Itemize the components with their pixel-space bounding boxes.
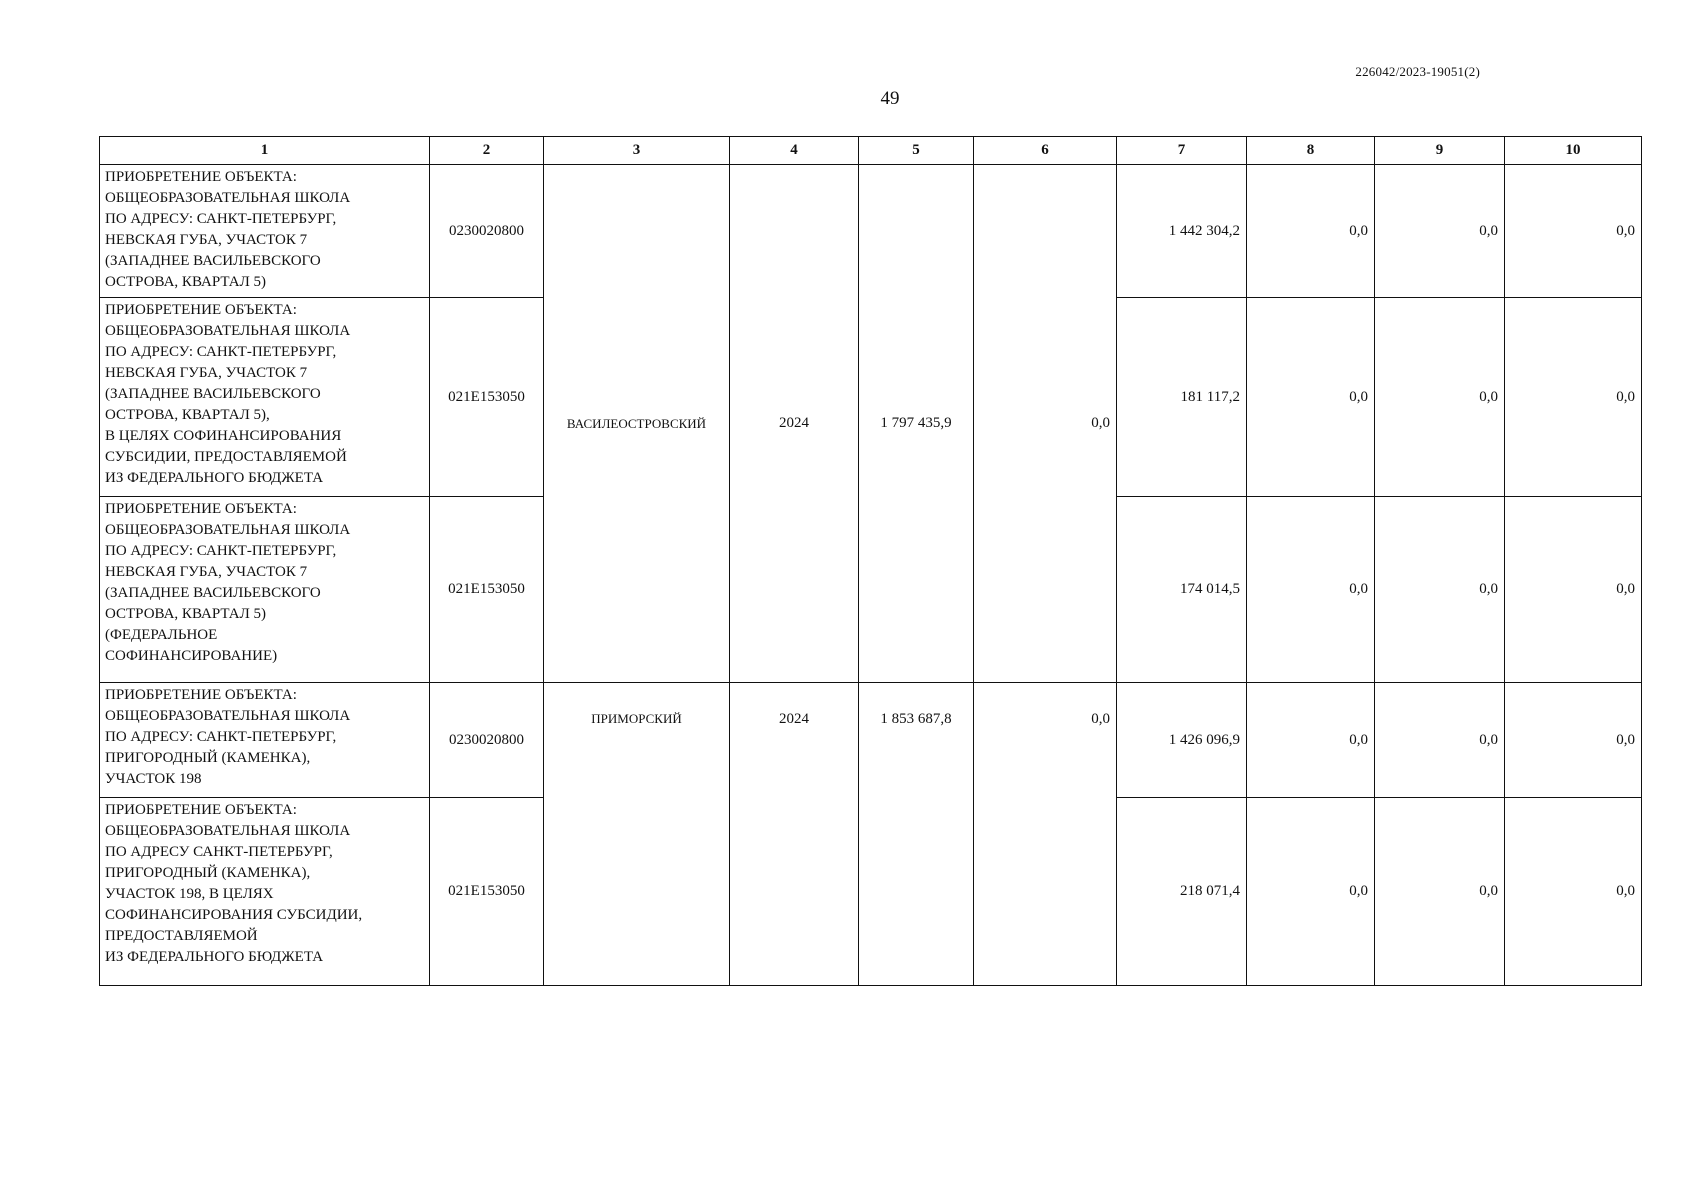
budget-table bbox=[99, 136, 1642, 986]
object-description: ПРИОБРЕТЕНИЕ ОБЪЕКТА: ОБЩЕОБРАЗОВАТЕЛЬНАЯ ШКОЛА ПО АДРЕСУ: САНКТ-ПЕТЕРБУРГ, НЕВСКАЯ ГУБА, УЧАСТОК 7 (ЗАПАДНЕЕ ВАСИЛЬЕВСКОГО ОСТРОВА, КВАРТАЛ 5), В ЦЕЛЯХ СОФИНАНСИРОВАНИЯ СУБСИДИИ, ПРЕДОСТАВЛЯЕМОЙ ИЗ ФЕДЕРАЛЬНОГО БЮДЖЕТА bbox=[100, 298, 430, 497]
page-number: 49 bbox=[880, 88, 900, 109]
budget-code: 021E153050 bbox=[430, 497, 544, 683]
object-description: ПРИОБРЕТЕНИЕ ОБЪЕКТА: ОБЩЕОБРАЗОВАТЕЛЬНАЯ ШКОЛА ПО АДРЕСУ: САНКТ-ПЕТЕРБУРГ, НЕВСКАЯ ГУБА, УЧАСТОК 7 (ЗАПАДНЕЕ ВАСИЛЬЕВСКОГО ОСТРОВА, КВАРТАЛ 5) bbox=[100, 165, 430, 298]
col7-value: 174 014,5 bbox=[1117, 497, 1247, 683]
district-name: ВАСИЛЕОСТРОВСКИЙ bbox=[544, 165, 730, 683]
col6-value: 0,0 bbox=[974, 683, 1117, 986]
col10-value: 0,0 bbox=[1505, 497, 1642, 683]
budget-code: 021E153050 bbox=[430, 298, 544, 497]
table-row bbox=[100, 683, 1642, 798]
budget-code: 0230020800 bbox=[430, 165, 544, 298]
column-header-1: 1 bbox=[100, 137, 430, 165]
column-header-2: 2 bbox=[430, 137, 544, 165]
col10-value: 0,0 bbox=[1505, 165, 1642, 298]
total-amount: 1 797 435,9 bbox=[859, 165, 974, 683]
column-header-5: 5 bbox=[859, 137, 974, 165]
col9-value: 0,0 bbox=[1375, 298, 1505, 497]
table-row bbox=[100, 165, 1642, 298]
col8-value: 0,0 bbox=[1247, 683, 1375, 798]
column-header-6: 6 bbox=[974, 137, 1117, 165]
object-description: ПРИОБРЕТЕНИЕ ОБЪЕКТА: ОБЩЕОБРАЗОВАТЕЛЬНАЯ ШКОЛА ПО АДРЕСУ САНКТ-ПЕТЕРБУРГ, ПРИГОРОДНЫЙ (КАМЕНКА), УЧАСТОК 198, В ЦЕЛЯХ СОФИНАНСИРОВАНИЯ СУБСИДИИ, ПРЕДОСТАВЛЯЕМОЙ ИЗ ФЕДЕРАЛЬНОГО БЮДЖЕТА bbox=[100, 798, 430, 986]
col8-value: 0,0 bbox=[1247, 298, 1375, 497]
budget-code: 021E153050 bbox=[430, 798, 544, 986]
year-cell: 2024 bbox=[730, 683, 859, 986]
column-header-9: 9 bbox=[1375, 137, 1505, 165]
object-description: ПРИОБРЕТЕНИЕ ОБЪЕКТА: ОБЩЕОБРАЗОВАТЕЛЬНАЯ ШКОЛА ПО АДРЕСУ: САНКТ-ПЕТЕРБУРГ, НЕВСКАЯ ГУБА, УЧАСТОК 7 (ЗАПАДНЕЕ ВАСИЛЬЕВСКОГО ОСТРОВА, КВАРТАЛ 5) (ФЕДЕРАЛЬНОЕ СОФИНАНСИРОВАНИЕ) bbox=[100, 497, 430, 683]
document-id: 226042/2023-19051(2) bbox=[1355, 64, 1480, 79]
col10-value: 0,0 bbox=[1505, 683, 1642, 798]
object-description: ПРИОБРЕТЕНИЕ ОБЪЕКТА: ОБЩЕОБРАЗОВАТЕЛЬНАЯ ШКОЛА ПО АДРЕСУ: САНКТ-ПЕТЕРБУРГ, ПРИГОРОДНЫЙ (КАМЕНКА), УЧАСТОК 198 bbox=[100, 683, 430, 798]
col9-value: 0,0 bbox=[1375, 497, 1505, 683]
col7-value: 218 071,4 bbox=[1117, 798, 1247, 986]
col9-value: 0,0 bbox=[1375, 683, 1505, 798]
year-cell: 2024 bbox=[730, 165, 859, 683]
col8-value: 0,0 bbox=[1247, 497, 1375, 683]
col8-value: 0,0 bbox=[1247, 798, 1375, 986]
col7-value: 1 442 304,2 bbox=[1117, 165, 1247, 298]
col8-value: 0,0 bbox=[1247, 165, 1375, 298]
header-row bbox=[100, 137, 1642, 165]
col10-value: 0,0 bbox=[1505, 298, 1642, 497]
column-header-8: 8 bbox=[1247, 137, 1375, 165]
budget-code: 0230020800 bbox=[430, 683, 544, 798]
column-header-10: 10 bbox=[1505, 137, 1642, 165]
district-name: ПРИМОРСКИЙ bbox=[544, 683, 730, 986]
col10-value: 0,0 bbox=[1505, 798, 1642, 986]
col9-value: 0,0 bbox=[1375, 165, 1505, 298]
col7-value: 181 117,2 bbox=[1117, 298, 1247, 497]
column-header-4: 4 bbox=[730, 137, 859, 165]
column-header-7: 7 bbox=[1117, 137, 1247, 165]
col7-value: 1 426 096,9 bbox=[1117, 683, 1247, 798]
col9-value: 0,0 bbox=[1375, 798, 1505, 986]
total-amount: 1 853 687,8 bbox=[859, 683, 974, 986]
column-header-3: 3 bbox=[544, 137, 730, 165]
col6-value: 0,0 bbox=[974, 165, 1117, 683]
